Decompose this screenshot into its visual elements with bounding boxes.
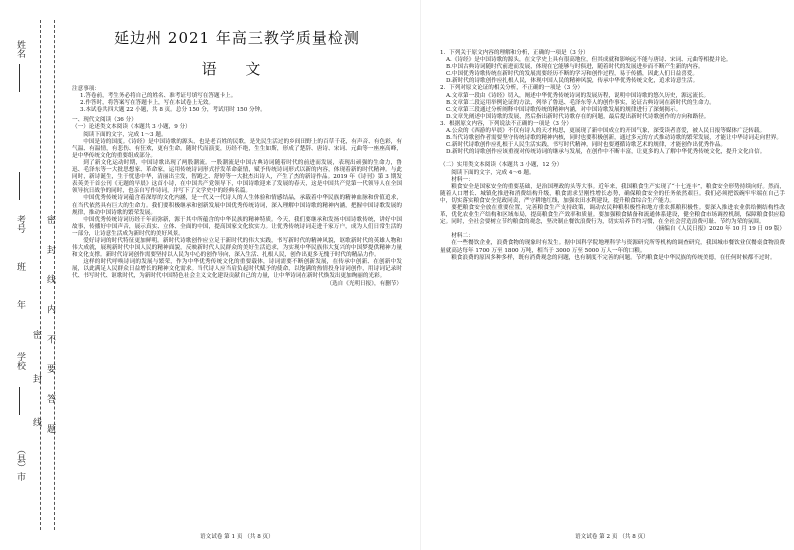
passage-source: （选自《光明日报》，有删节） bbox=[326, 280, 402, 287]
reading-instruction: 阅读下面的文字，完成 1～3 题。 bbox=[83, 131, 167, 138]
school-blank bbox=[19, 387, 20, 415]
binding-margin bbox=[0, 0, 60, 550]
material-1-label: 材料一： bbox=[451, 176, 474, 183]
page-footer-1: 语文试卷 第 1 页 （共 8 页） bbox=[200, 534, 274, 540]
seal-warning: 密 封 线 内 不 要 答 题 bbox=[45, 215, 55, 443]
passage-paragraph: 这样的时代呼唤诗词的发展与繁荣，作为中华优秀传统文化的重要载体，诗词需要不断创新发展，在传承中创新、在创新中发展，以此满足人民群众日益增长的精神文化需求。当代诗人应当肩负起时代赋予的使命，以饱满的热情投身诗词创作，用诗词记录时代、书写时代、讴歌时代，为新时代中国特色社会主义文化建设贡献自己的力量，让中华诗词在新时代焕发出更加绚丽的光彩。 bbox=[72, 259, 402, 280]
section-2-heading: （二）实用类文本阅读（本题共 3 小题，12 分） bbox=[440, 162, 563, 169]
grade-label: 年 bbox=[15, 300, 25, 309]
q3-option-b: B.当代诗歌创作者需要坚守传统诗歌的精神内核，同时也要积极创新，通过多元的方式推动诗歌的繁荣发展，才能让中华诗词走向世界。 bbox=[446, 135, 782, 142]
exam-no-label: 考号 bbox=[15, 215, 25, 233]
subject-title: 语 文 bbox=[201, 60, 273, 78]
passage-paragraph: 中国是诗的国度。《诗经》是中国诗歌的源头，也是老百姓的民歌，是先民生活过的乡间田野上的百草千花，有声音、有色彩，有气温、有温情，有悲伤、有狂欢，更有生命。随时代而演变，历经不绝，生生如斯，形成了楚辞、唐诗、宋词、元曲等一座座高峰，是中华传统文化的重要组成部分。 bbox=[72, 138, 402, 159]
seal-label: 密 封 线 bbox=[31, 330, 41, 443]
material-2-paragraph: 粮食浪费的原因多种多样，既有消费观念的问题，也有制度不完善的问题。节约粮食是中华民族的传统美德，在任何时候都不过时。 bbox=[451, 254, 776, 261]
material-1-paragraph: 粮食安全是国家安全的重要基础，是治国理政的头等大事。近年来，我国粮食生产实现了“十七连丰”，粮食安全形势持续向好。然而，随着人口增长、城镇化推进和消费结构升级，粮食需求呈刚性增长态势，确保粮食安全的任务依然艰巨。我们必须把饭碗牢牢端在自己手中，切实落实粮食安全党政同责，严守耕地红线，加强农田水利建设，提升粮食综合生产能力。 bbox=[440, 183, 785, 204]
exam-title: 延边州 2021 年高三教学质量检测 bbox=[114, 29, 360, 47]
passage-paragraph: 中国优秀传统诗词历经千年而弥新，源于其中所蕴含的中华民族的精神特质。今天，我们要继承和发扬中国诗歌传统，讲好中国故事，传播好中国声音，展示真实、立体、全面的中国，提高国家文化软实力。让优秀传统诗词走进千家万户，成为人们日常生活的一部分，让诗意生活成为新时代的美好风景。 bbox=[72, 216, 402, 237]
seal-line bbox=[40, 20, 41, 530]
page-footer-2: 语文试卷 第 2 页 （共 8 页） bbox=[575, 534, 649, 540]
notice-title: 注意事项： bbox=[72, 86, 100, 92]
question-1: 1．下列关于原文内容的理解和分析，正确的一项是（3 分） bbox=[440, 50, 589, 56]
notice-3: 3.本试卷共四大题 22 小题，共 8 页。总分 150 分，考试用时 150 分钟。 bbox=[80, 107, 266, 114]
material-1-source: （摘编自《人民日报》2020 年 10 月 19 日 09 版） bbox=[653, 226, 785, 233]
q3-option-d: D.新时代的诗歌创作应该重视对传统诗词的继承与发展，在创作中不断丰富，让更多的人了解中华优秀传统文化，提升文化自信。 bbox=[446, 149, 766, 156]
q1-option-c: C.中国优秀诗歌传统在新时代的发展需要经历不断的学习和创作过程，易于传播，因此人们日益喜爱。 bbox=[446, 71, 698, 78]
name-blank bbox=[19, 64, 20, 92]
page-fold bbox=[420, 0, 421, 550]
q2-option-c: C.文章第三段通过分析阐释中国诗歌传统的精神内涵，对中国诗歌发展的规律进行了深刻揭示。 bbox=[446, 106, 682, 113]
city-label: （县）市 bbox=[15, 445, 25, 481]
material-2-paragraph: 在一些餐饮企业，浪费食物的现象时有发生。据中国科学院地理科学与资源研究所等机构的调查研究，我国城市餐饮业仅餐桌食物浪费量就高达每年 1700 万至 1800 万吨，相当于 3000 万至 5000 万人一年的口粮。 bbox=[440, 240, 785, 254]
passage-paragraph: 到了新文化运动时期，中国诗歌出现了两股潮流。一股潮流是中国古典诗词随着时代的前进而发展，表现出顽强的生命力，鲁迅、毛泽东等一大批思想家、革命家，运用传统诗词形式抒发革命豪情，赋予传统诗词形式以新的内容，体现着新的时代精神。与此同时，新诗诞生，生于忧患中华，清丽出尘发，智跑之、舒婷等一大批杰出诗人，产生了杰的新诗作品。2019 年《诗刊》第 3 期发表英美干首公刊《无题的早晨》这首小诗，在中国共产党领导下，中国诗歌迎来了发展的春天，这是中国共产党第一代领导人在全国领导抗日战争的同时，也亲自写作诗词，并写下了文学史中的经典名篇。 bbox=[72, 159, 402, 195]
right-column bbox=[440, 50, 785, 262]
q2-option-b: B.文章第二段运用举例论证的方法，列举了鲁迅、毛泽东等人的创作事实，论证古典诗词在新时代的生命力。 bbox=[446, 99, 715, 106]
q2-option-a: A.文章第一段由《诗经》切入，阐述中华优秀传统诗词的发展历程，说明中国诗歌的悠久历史，源远流长。 bbox=[446, 92, 710, 99]
q2-option-d: D.文章先阐述中国诗歌的发展，然后指出新时代诗歌存在的问题，最后提出新时代诗歌创作的方向和路径。 bbox=[446, 113, 710, 120]
section-1-heading: 一、现代文阅读（36 分） bbox=[72, 117, 137, 124]
section-1-1-heading: （一）论述类文本阅读（本题共 3 小题，9 分） bbox=[72, 124, 191, 131]
exam-no-blank bbox=[19, 172, 20, 200]
q1-option-d: D.新时代的诗歌创作应扎根人民，体现中国人民的精神风貌，传承中华优秀传统文化，追求诗意生活。 bbox=[446, 78, 699, 85]
q3-option-c: C.新时代诗歌创作应扎根于人民生活实践，书写时代精神，同时也要遵循诗歌艺术的规律，才能创作出优秀作品。 bbox=[446, 142, 726, 149]
material-1-paragraph: 要把粮食安全放在重要位置，完善粮食生产支持政策，调动农民种粮积极性和地方重农抓粮积极性。要深入推进农业供给侧结构性改革，优化农业生产结构和区域布局，提高粮食生产效率和质量。要加强粮食储备和流通体系建设，健全粮食市场调控机制，保障粮食供应稳定。同时，全社会要树立节约粮食的观念，坚决制止餐饮浪费行为，切实培养节约习惯，在全社会营造浪费可耻、节约为荣的氛围。 bbox=[440, 204, 785, 226]
left-column bbox=[72, 6, 402, 288]
notice-2: 2.作答时，将答案写在答题卡上，写在本试卷上无效。 bbox=[80, 100, 214, 107]
question-2: 2．下列对原文论证的相关分析，不正确的一项是（3 分） bbox=[440, 85, 584, 92]
school-label: 学校 bbox=[15, 352, 25, 370]
q1-option-b: B.中国古典诗词随时代前进而发展，体现在它能够与时俱进，随着时代的发展进步而不断产生新的内容。 bbox=[446, 64, 704, 71]
material-2-label: 材料二： bbox=[451, 233, 474, 240]
passage-paragraph: 爱好诗词的时代特征更加鲜明。新时代诗歌创作应立足于新时代的伟大实践，书写新时代的精神风貌，讴歌新时代的英雄人物和伟大成就，展现新时代中国人民的精神面貌，反映新时代人民群众的美好生活追求，为实现中华民族伟大复兴的中国梦提供精神力量和文化支撑。新时代诗词创作需要坚持以人民为中心的创作导向，深入生活、扎根人民，创作出更多无愧于时代的精品力作。 bbox=[72, 237, 402, 259]
question-3: 3．根据原文内容，下列说法不正确的一项是（3 分） bbox=[440, 120, 572, 127]
passage-paragraph: 中国优秀传统诗词蕴含着深厚的文化内涵，是一代又一代诗人的人生体验和情感结晶，承载着中华民族的精神血脉和价值追求，在当代依然具有巨大的生命力。我们要积极继承和创新发展中国优秀传统诗词，深入理解中国诗歌的精神内涵，把握中国诗歌发展的规律，推动中国诗歌的繁荣发展。 bbox=[72, 195, 402, 216]
q1-option-a: A.《诗经》是中国诗歌的源头，在文学史上具有很高地位，但其成就和影响远不能与唐诗、宋词、元曲等相提并论。 bbox=[446, 57, 732, 64]
section-2-instruction: 阅读下面的文字，完成 4～6 题。 bbox=[451, 169, 535, 176]
q3-option-a: A.公众的《西游的早晨》不仅有诗人的天才构思，更展现了新中国成立的开国气象，深受读者喜爱，被人民日报等媒体广泛转载。 bbox=[446, 128, 766, 135]
notice-1: 1.答卷前，考生务必将自己的姓名、准考证号填写在答题卡上。 bbox=[80, 93, 237, 100]
class-label: 班 bbox=[15, 262, 25, 271]
name-label: 姓名 bbox=[15, 40, 25, 58]
